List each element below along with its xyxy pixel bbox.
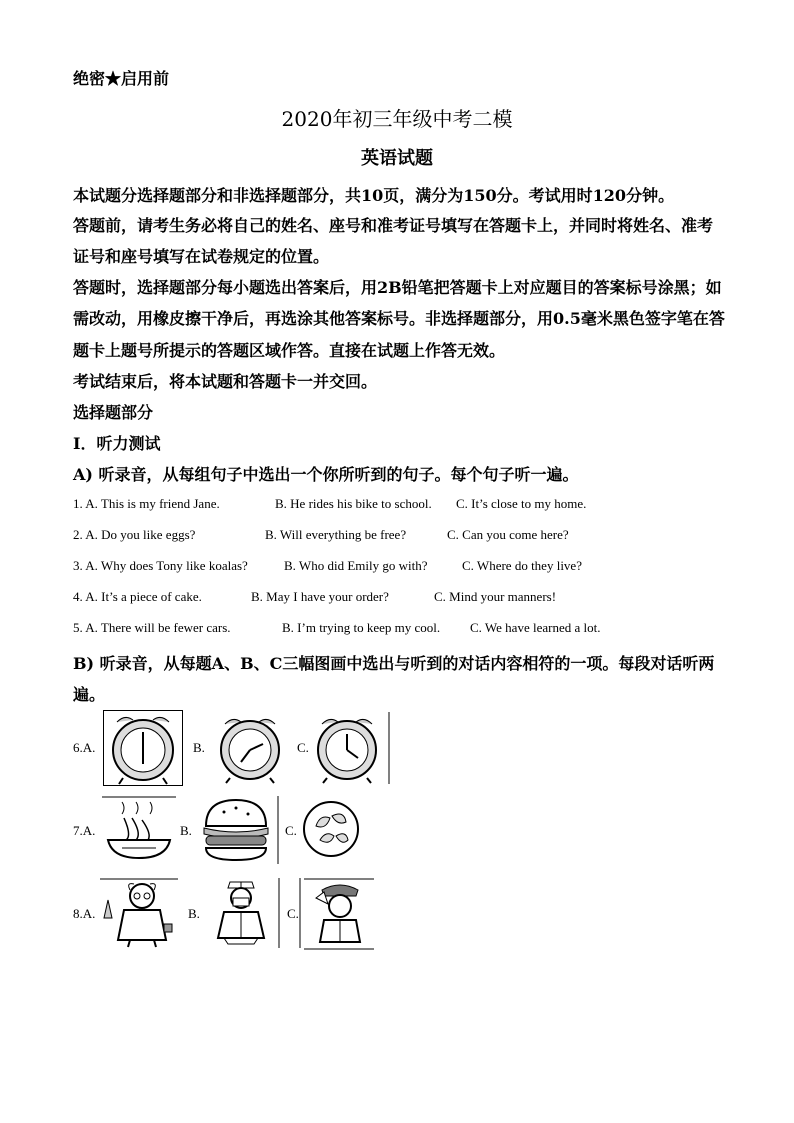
instruction-line: 题卡上题号所提示的答题区域作答。直接在试题上作答无效。: [73, 341, 506, 360]
section-heading: 选择题部分: [73, 403, 154, 422]
option-b: B. Who did Emily go with?: [284, 558, 428, 573]
instruction-line: 考试结束后，将本试题和答题卡一并交回。: [73, 372, 378, 391]
option-a: 1. A. This is my friend Jane.: [73, 496, 220, 511]
clock-icon: [213, 712, 287, 784]
part-a-instruction: A) 听录音，从每组句子中选出一个你所听到的句子。每个句子听一遍。: [73, 465, 579, 484]
instruction-line: 答题前，请考生务必将自己的姓名、座号和准考证号填写在答题卡上，并同时将姓名、准考: [73, 216, 714, 235]
q7-a-label: 7.A.: [73, 823, 96, 838]
option-b: B. I’m trying to keep my cool.: [282, 620, 441, 635]
part-b-instruction: B) 听录音，从每题A、B、C三幅图画中选出与听到的对话内容相符的一项。每段对话听两: [73, 654, 715, 673]
option-b: B. May I have your order?: [251, 589, 389, 604]
dumplings-icon: [302, 796, 360, 862]
q6-a-label: 6.A.: [73, 740, 96, 755]
option-b: B. Will everything be free?: [265, 527, 407, 542]
option-a: 5. A. There will be fewer cars.: [73, 620, 231, 635]
q8-b-label: B.: [188, 906, 200, 921]
exam-subject: 英语试题: [361, 148, 433, 169]
clock-icon: [312, 712, 390, 784]
part-b-instruction-cont: 遍。: [73, 685, 106, 704]
instruction-line: 需改动，用橡皮擦干净后，再选涂其他答案标号。非选择题部分，用0.5毫米黑色签字笔在答: [73, 309, 725, 328]
instruction-line: 答题时，选择题部分每小题选出答案后，用2B铅笔把答题卡上对应题目的答案标号涂黑；如: [73, 278, 722, 297]
scientist-icon: [100, 878, 180, 948]
q7-c-label: C.: [285, 823, 297, 838]
option-c: C. Where do they live?: [462, 558, 582, 573]
q7-b-label: B.: [180, 823, 192, 838]
police-officer-icon: [300, 878, 376, 950]
option-a: 3. A. Why does Tony like koalas?: [73, 558, 248, 573]
doctor-icon: [208, 878, 280, 948]
instruction-line: 本试题分选择题部分和非选择题部分，共10页，满分为150分。考试用时120分钟。: [73, 186, 675, 205]
hamburger-icon: [198, 796, 282, 864]
option-c: C. We have learned a lot.: [470, 620, 601, 635]
q8-a-label: 8.A.: [73, 906, 96, 921]
noodles-icon: [102, 796, 176, 862]
option-c: C. It’s close to my home.: [456, 496, 587, 511]
part-heading: I．听力测试: [73, 434, 161, 453]
exam-title: 2020年初三年级中考二模: [281, 107, 513, 131]
q6-b-label: B.: [193, 740, 205, 755]
option-c: C. Can you come here?: [447, 527, 569, 542]
q6-c-label: C.: [297, 740, 309, 755]
option-b: B. He rides his bike to school.: [275, 496, 432, 511]
option-a: 4. A. It’s a piece of cake.: [73, 589, 202, 604]
q8-c-label: C.: [287, 906, 299, 921]
option-a: 2. A. Do you like eggs?: [73, 527, 196, 542]
option-c: C. Mind your manners!: [434, 589, 557, 604]
instruction-line: 证号和座号填写在试卷规定的位置。: [73, 247, 330, 266]
confidential-label: 绝密★启用前: [73, 69, 170, 88]
clock-icon: [103, 710, 183, 786]
